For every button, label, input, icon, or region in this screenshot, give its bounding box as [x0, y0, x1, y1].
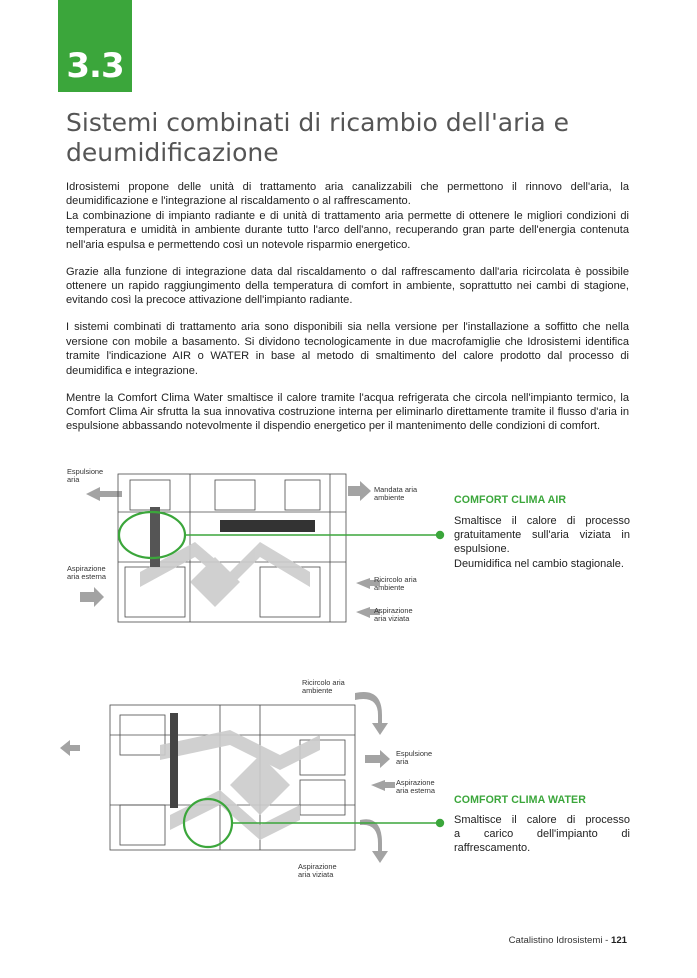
- label-espulsione: Espulsione aria: [67, 467, 104, 485]
- arrow-aspirazione-esterna-icon: [371, 780, 395, 791]
- label-aspirazione-esterna: Aspirazione aria esterna: [67, 564, 107, 582]
- coil-water: [170, 713, 178, 808]
- arrow-mandata-icon: [348, 481, 371, 501]
- paragraph-1a: Idrosistemi propone delle unità di trattamento aria canalizzabili che permettono il rinnovo dell'aria, la deumidificazione e l'integrazione al riscaldamento o al raffrescamento.: [66, 181, 629, 208]
- arrow-viziata-curve-icon: [360, 819, 388, 863]
- body-text: [66, 180, 629, 446]
- label-aspirazione-esterna-water: Aspirazione aria esterna: [396, 778, 436, 796]
- page-number: 121: [610, 935, 627, 946]
- paragraph-3: I sistemi combinati di trattamento aria sono disponibili sia nella versione per l'installazione a soffitto che nella versione con mobile a basamento. Si dividono tecnologicamente in due macrofamiglie che Idrosistemi identifica tramite l'indicazione AIR o WATER in base al metodo di smaltimento del calore prodotto dal processo di deumidifica e integrazione.: [66, 321, 629, 377]
- arrow-aspirazione-esterna-icon: [80, 587, 104, 607]
- label-ricircolo-water: Ricircolo aria ambiente: [302, 678, 345, 696]
- label-viziata-water: Aspirazione aria viziata: [298, 862, 337, 880]
- label-mandata: Mandata aria ambiente: [374, 485, 418, 503]
- coil-air: [220, 520, 315, 532]
- comfort-air-title: COMFORT CLIMA AIR: [454, 494, 567, 506]
- section-number-badge: [58, 0, 132, 92]
- arrow-ricircolo-curve-icon: [355, 692, 388, 735]
- section-number: 3.3: [66, 46, 124, 86]
- comfort-water-title: COMFORT CLIMA WATER: [454, 794, 586, 806]
- paragraph-2: Grazie alla funzione di integrazione data dal riscaldamento o dal raffrescamento dall'aria ricircolata è possibile ottenere un rapido raggiungimento della temperatura di comfort in ambiente, soprattutto nei cambi di stagione, evitando così la precoce attivazione dell'impianto radiante.: [66, 265, 629, 307]
- comfort-water-description: Smaltisce il calore di processo a carico dell'impianto di raffrescamento.: [454, 814, 630, 855]
- leader-dot: [436, 819, 444, 827]
- arrow-espulsione-icon: [365, 750, 390, 768]
- page-footer: [509, 935, 627, 946]
- label-espulsione-water: Espulsione aria: [396, 749, 433, 767]
- arrow-espulsione-icon: [86, 487, 122, 501]
- paragraph-1b: La combinazione di impianto radiante e di unità di trattamento aria permette di ottenere le migliori condizioni di temperatura e umidità in ambiente durante tutto l'arco dell'anno, recuperando gran parte dell'energia contenuta nell'aria espulsa e permettendo così un notevole risparmio energetico.: [66, 209, 629, 251]
- label-ricircolo: Ricircolo aria ambiente: [374, 575, 417, 593]
- leader-dot: [436, 531, 444, 539]
- arrow-left-icon: [60, 740, 80, 756]
- comfort-air-description: Smaltisce il calore di processo gratuitamente sull'aria viziata in espulsione. Deumidifica nel cambio stagionale.: [454, 515, 630, 570]
- label-viziata: Aspirazione aria viziata: [374, 606, 413, 624]
- paragraph-4: Mentre la Comfort Clima Water smaltisce il calore tramite l'acqua refrigerata che circola nell'impianto termico, la Comfort Clima Air sfrutta la sua innovativa costruzione interna per eliminarlo direttamente tramite il flusso d'aria in espulsione abbassando notevolmente il dispendio energetico per il mantenimento delle condizioni di comfort.: [66, 391, 629, 433]
- page-title: Sistemi combinati di ricambio dell'aria e deumidificazione: [66, 108, 570, 167]
- footer-catalog: Catalistino Idrosistemi -: [508, 935, 611, 946]
